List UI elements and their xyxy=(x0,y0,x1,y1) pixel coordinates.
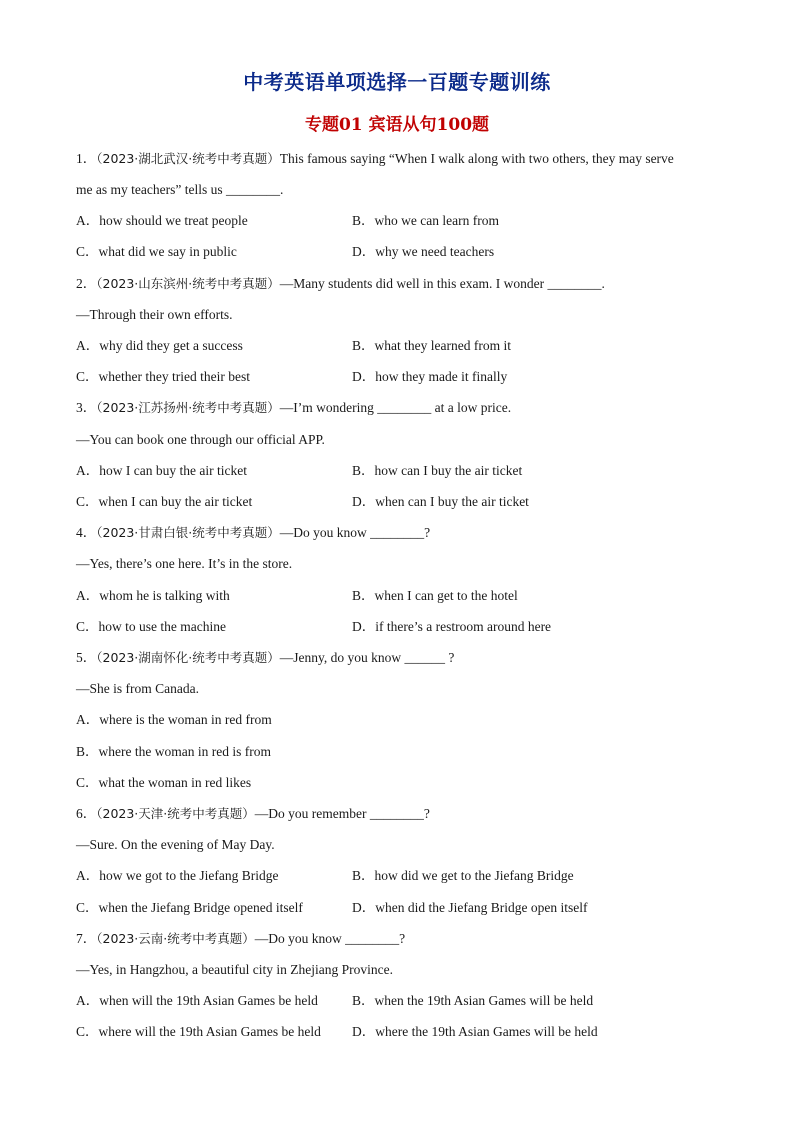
question-3-answer-line: —You can book one through our official APP. xyxy=(76,432,325,447)
question-5-answer-line: —She is from Canada. xyxy=(76,681,199,696)
question-6-option-a: A．how we got to the Jiefang Bridge xyxy=(76,868,279,883)
question-2-option-a: A．why did they get a success xyxy=(76,338,243,353)
question-5-option-c: C．what the woman in red likes xyxy=(76,775,252,790)
question-1-option-c: C．what did we say in public xyxy=(76,244,237,259)
question-1-option-d: D．why we need teachers xyxy=(352,244,495,259)
question-6-stem: 6．（2023·天津·统考中考真题）—Do you remember ________? xyxy=(76,806,430,821)
question-7-option-c: C．where will the 19th Asian Games be held xyxy=(76,1024,321,1039)
question-7-answer-line: —Yes, in Hangzhou, a beautiful city in Zhejiang Province. xyxy=(76,962,393,977)
question-7-option-a: A．when will the 19th Asian Games be held xyxy=(76,993,318,1008)
question-3-option-b: B．how can I buy the air ticket xyxy=(352,463,523,478)
question-3-option-d: D．when can I buy the air ticket xyxy=(352,494,529,509)
question-7-stem: 7．（2023·云南·统考中考真题）—Do you know ________? xyxy=(76,931,406,946)
question-6-answer-line: —Sure. On the evening of May Day. xyxy=(76,837,275,852)
question-5-option-b: B．where the woman in red is from xyxy=(76,744,271,759)
question-6-option-b: B．how did we get to the Jiefang Bridge xyxy=(352,868,574,883)
question-4-option-a: A．whom he is talking with xyxy=(76,588,230,603)
question-3-stem: 3．（2023·江苏扬州·统考中考真题）—I’m wondering ________ at a low price. xyxy=(76,400,512,415)
question-5-stem: 5．（2023·湖南怀化·统考中考真题）—Jenny, do you know ______ ? xyxy=(76,650,455,665)
page-subtitle: 专题01 宾语从句100题 xyxy=(304,115,490,135)
page-title: 中考英语单项选择一百题专题训练 xyxy=(243,70,551,94)
question-5-option-a: A．where is the woman in red from xyxy=(76,712,272,727)
question-7-option-b: B．when the 19th Asian Games will be held xyxy=(352,993,594,1008)
question-4-option-c: C．how to use the machine xyxy=(76,619,226,634)
question-1-option-b: B．who we can learn from xyxy=(352,213,499,228)
question-2-stem: 2．（2023·山东滨州·统考中考真题）—Many students did well in this exam. I wonder ________. xyxy=(76,276,605,291)
question-1-stem: 1．（2023·湖北武汉·统考中考真题）This famous saying “When I walk along with two others, they may serve xyxy=(76,151,674,166)
question-6-option-c: C．when the Jiefang Bridge opened itself xyxy=(76,900,303,915)
question-4-answer-line: —Yes, there’s one here. It’s in the store. xyxy=(76,556,293,571)
question-3-option-a: A．how I can buy the air ticket xyxy=(76,463,247,478)
question-4-stem: 4．（2023·甘肃白银·统考中考真题）—Do you know ________? xyxy=(76,525,431,540)
question-7-option-d: D．where the 19th Asian Games will be held xyxy=(352,1024,598,1039)
question-1-stem-continued: me as my teachers” tells us ________. xyxy=(76,182,284,197)
question-2-option-d: D．how they made it finally xyxy=(352,369,508,384)
question-2-answer-line: —Through their own efforts. xyxy=(76,307,233,322)
question-1-option-a: A．how should we treat people xyxy=(76,213,248,228)
question-3-option-c: C．when I can buy the air ticket xyxy=(76,494,253,509)
question-4-option-b: B．when I can get to the hotel xyxy=(352,588,518,603)
question-2-option-b: B．what they learned from it xyxy=(352,338,511,353)
question-2-option-c: C．whether they tried their best xyxy=(76,369,250,384)
question-4-option-d: D．if there’s a restroom around here xyxy=(352,619,552,634)
question-6-option-d: D．when did the Jiefang Bridge open itself xyxy=(352,900,588,915)
